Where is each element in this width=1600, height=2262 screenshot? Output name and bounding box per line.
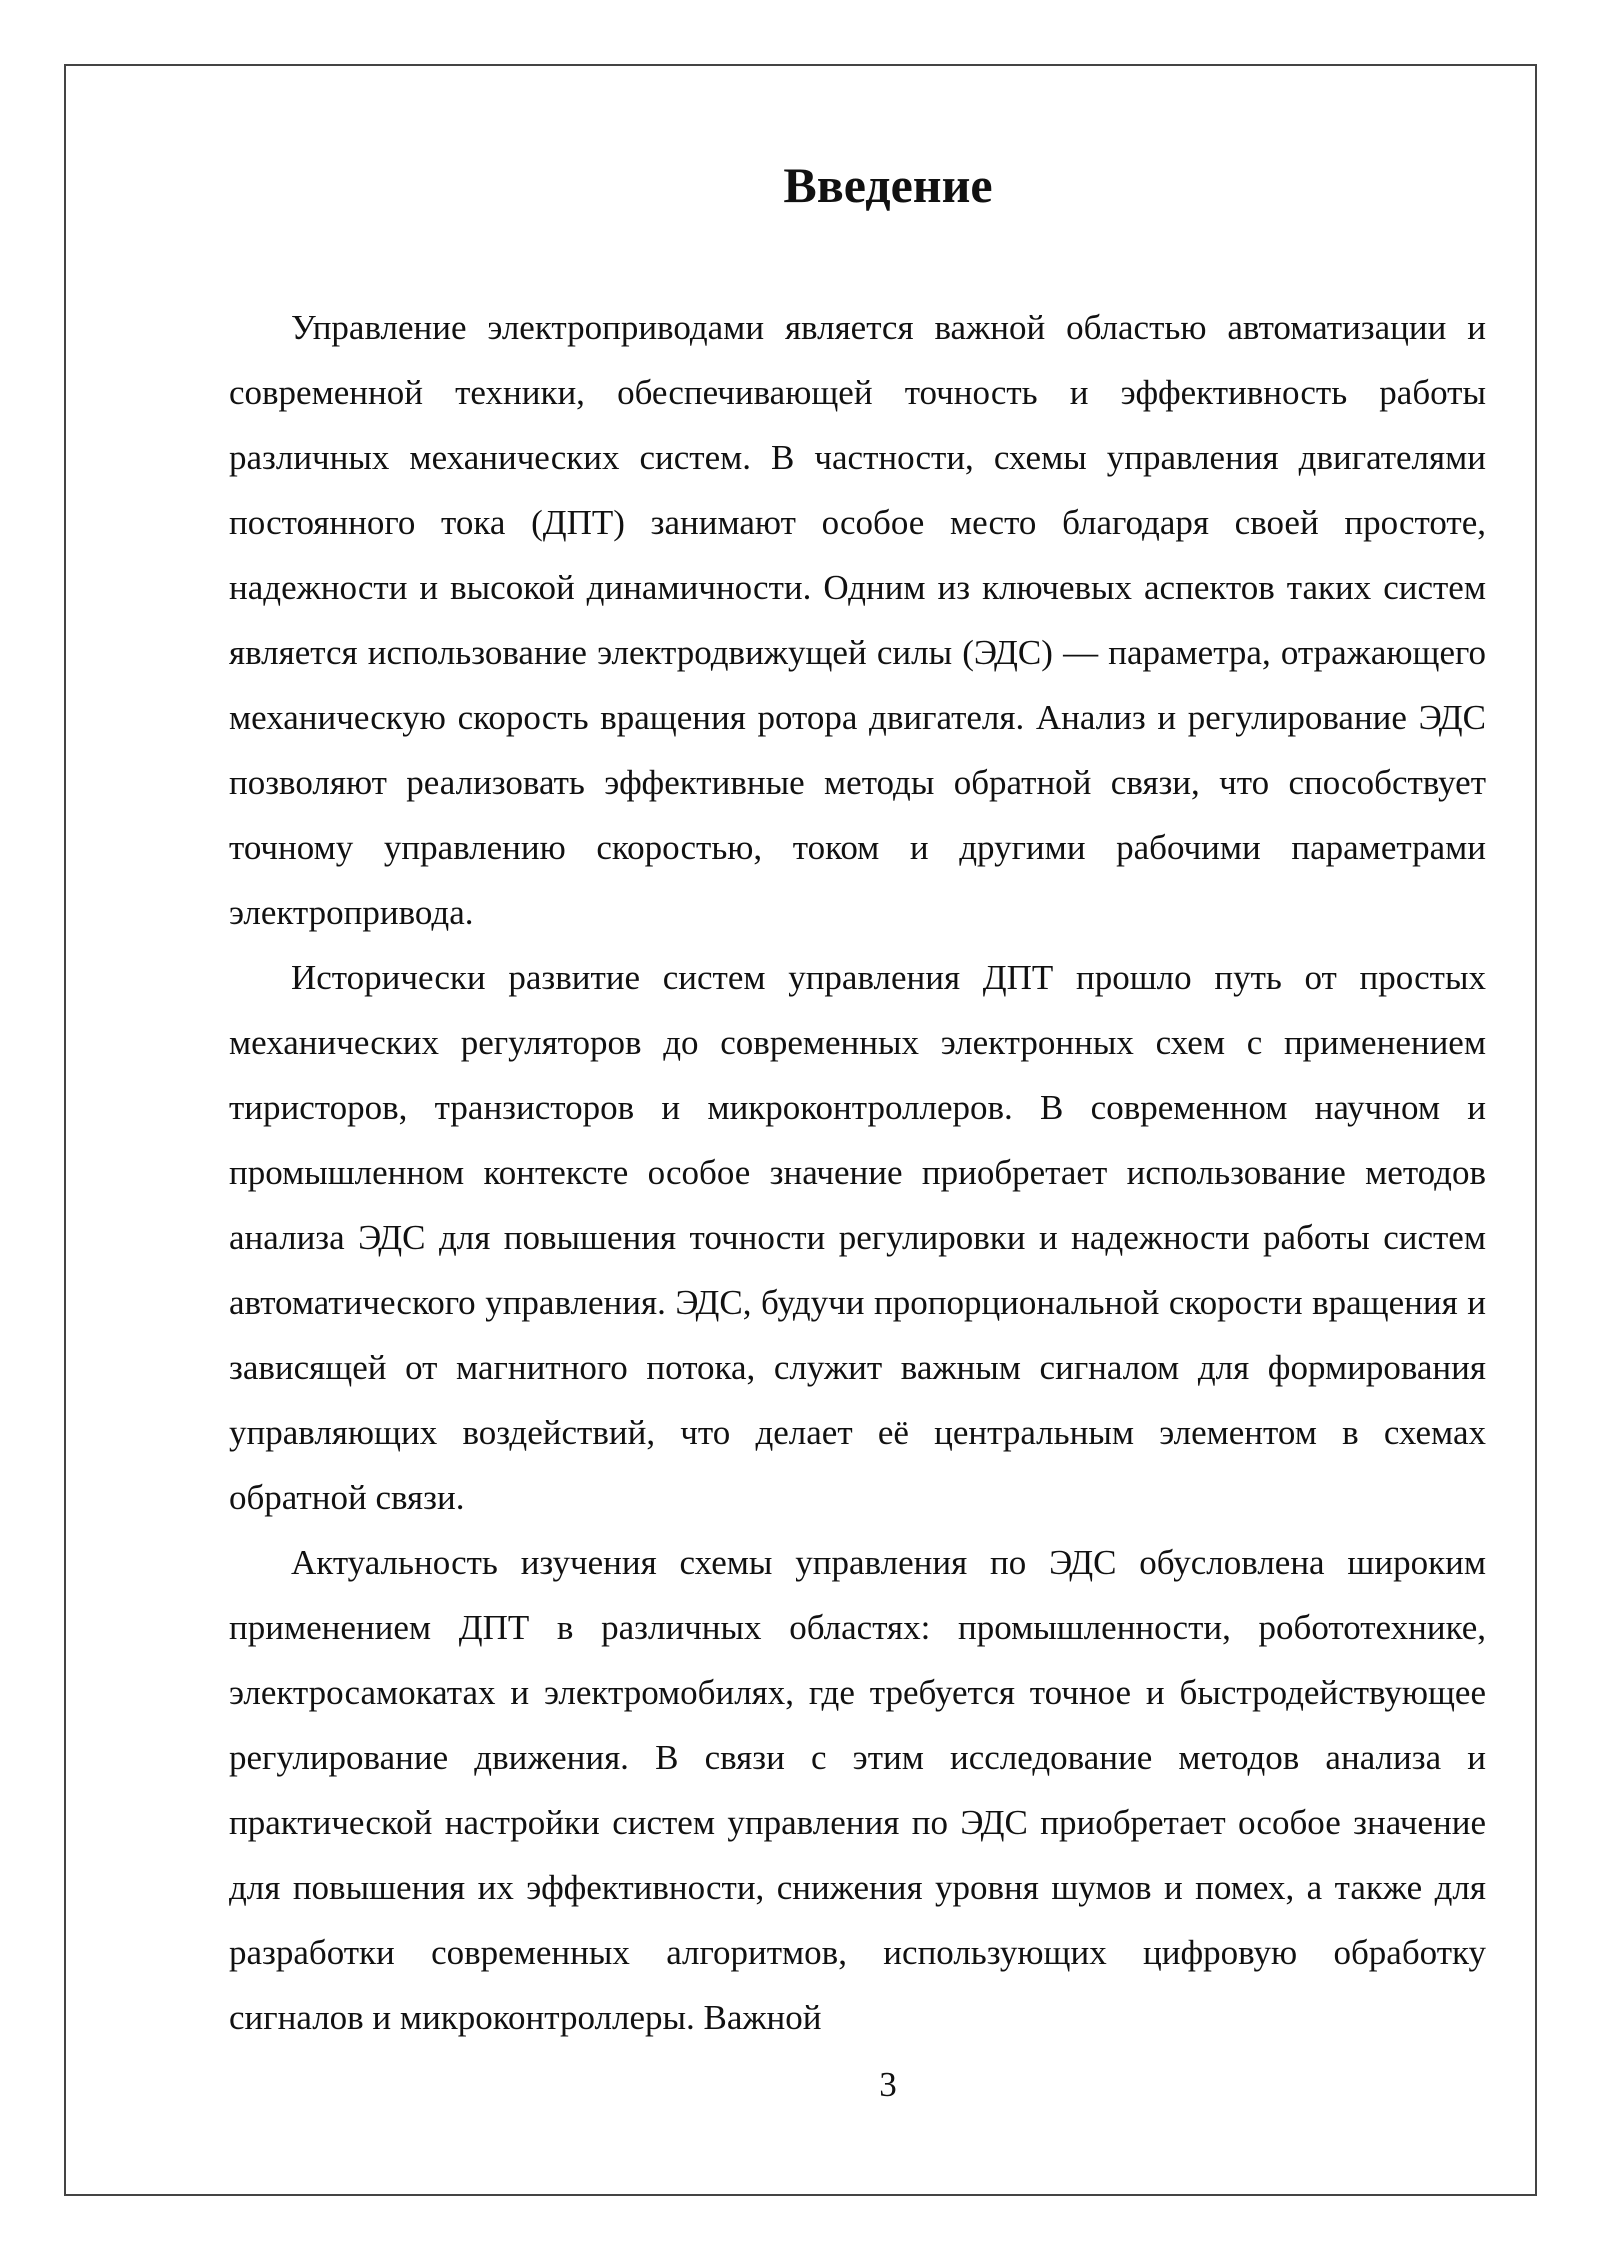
body-text — [229, 295, 1486, 2050]
paragraph-2: Исторически развитие систем управления ДПТ прошло путь от простых механических регуляторов до современных электронных схем с применением тиристоров, транзисторов и микроконтроллеров. В современном научном и промышленном контексте особое значение приобретает использование методов анализа ЭДС для повышения точности регулировки и надежности работы систем автоматического управления. ЭДС, будучи пропорциональной скорости вращения и зависящей от магнитного потока, служит важным сигналом для формирования управляющих воздействий, что делает её центральным элементом в схемах обратной связи. — [229, 958, 1486, 1517]
paragraph-1: Управление электроприводами является важной областью автоматизации и современной техники, обеспечивающей точность и эффективность работы различных механических систем. В частности, схемы управления двигателями постоянного тока (ДПТ) занимают особое место благодаря своей простоте, надежности и высокой динамичности. Одним из ключевых аспектов таких систем является использование электродвижущей силы (ЭДС) — параметра, отражающего механическую скорость вращения ротора двигателя. Анализ и регулирование ЭДС позволяют реализовать эффективные методы обратной связи, что способствует точному управлению скоростью, током и другими рабочими параметрами электропривода. — [229, 308, 1486, 932]
paragraph-3: Актуальность изучения схемы управления по ЭДС обусловлена широким применением ДПТ в различных областях: промышленности, робототехнике, электросамокатах и электромобилях, где требуется точное и быстродействующее регулирование движения. В связи с этим исследование методов анализа и практической настройки систем управления по ЭДС приобретает особое значение для повышения их эффективности, снижения уровня шумов и помех, а также для разработки современных алгоритмов, использующих цифровую обработку сигналов и микроконтроллеры. Важной — [229, 1543, 1486, 2037]
page-title: Введение — [783, 157, 993, 213]
page-number: 3 — [879, 2065, 897, 2104]
